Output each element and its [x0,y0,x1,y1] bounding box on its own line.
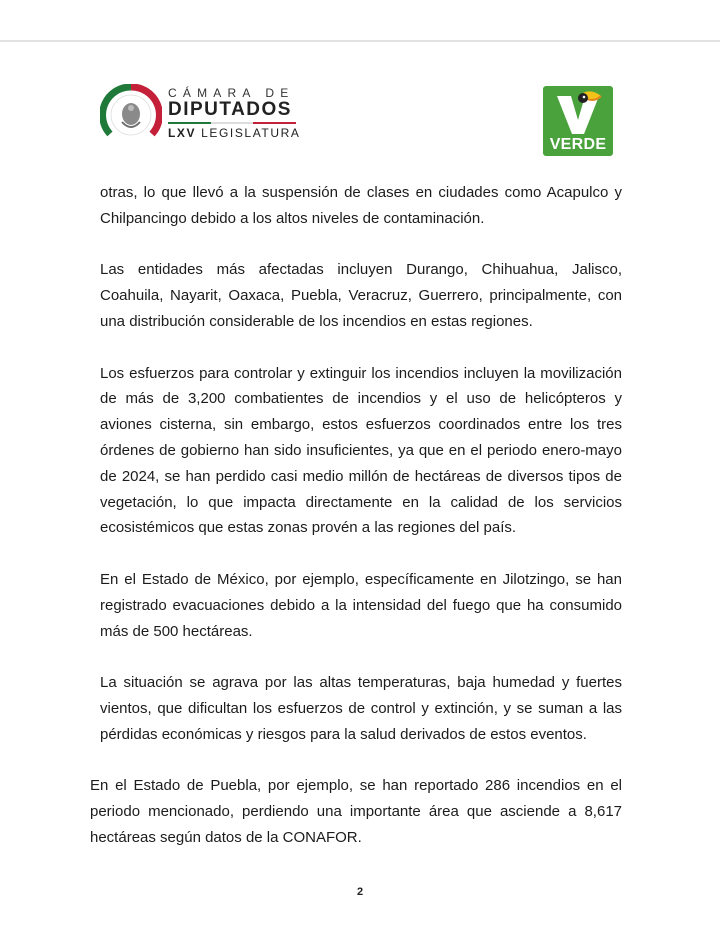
paragraph: En el Estado de Puebla, por ejemplo, se han reportado 286 incendios en el periodo mencionado, perdiendo una importante área que asciende a 8,617 hectáreas según datos de la CONAFOR. [90,777,622,846]
page-number: 2 [356,886,364,898]
camara-line3 [168,126,300,140]
tricolor-rule [168,122,296,124]
top-band [0,0,720,42]
paragraph: La situación se agrava por las altas temperaturas, baja humedad y fuertes vientos, que dificultan los esfuerzos de control y extinción, y se suman a las pérdidas económicas y riesgos para la salud derivados de estos eventos. [100,674,622,743]
paragraph: Las entidades más afectadas incluyen Durango, Chihuahua, Jalisco, Coahuila, Nayarit, Oaxaca, Puebla, Veracruz, Guerrero, principalmente, con una distribución considerable de los incendios en estas regiones. [100,261,622,330]
partido-verde-logo [543,86,613,156]
camara-de-diputados-logo [100,84,310,144]
camara-line1: CÁMARA DE [168,86,295,100]
verde-label: VERDE [549,136,607,153]
paragraph: Los esfuerzos para controlar y extinguir los incendios incluyen la movilización de más de 3,200 combatientes de incendios y el uso de helicópteros y aviones cisterna, sin embargo, estos esfuerzos coordinados entre los tres órdenes de gobierno han sido insuficientes, ya que en el periodo enero-mayo de 2024, se han perdido casi medio millón de hectáreas de diversos tipos de vegetación, lo que impacta directamente en la calidad de los servicios ecosistémicos que estas zonas provén a las regiones del país. [100,364,622,537]
paragraph: En el Estado de México, por ejemplo, específicamente en Jilotzingo, se han registrado evacuaciones debido a la intensidad del fuego que ha consumido más de 500 hectáreas. [100,570,622,640]
camara-text [168,86,300,140]
paragraph: otras, lo que llevó a la suspensión de clases en ciudades como Acapulco y Chilpancingo debido a los altos niveles de contaminación. [100,184,622,227]
document-body [90,180,622,851]
legislatura-number: LXV [168,126,197,140]
legislatura-word: LEGISLATURA [201,126,301,140]
toucan-v-icon [551,90,605,138]
document-header [0,80,720,160]
camara-emblem-icon [100,84,162,146]
camara-line2: DIPUTADOS [168,99,292,120]
